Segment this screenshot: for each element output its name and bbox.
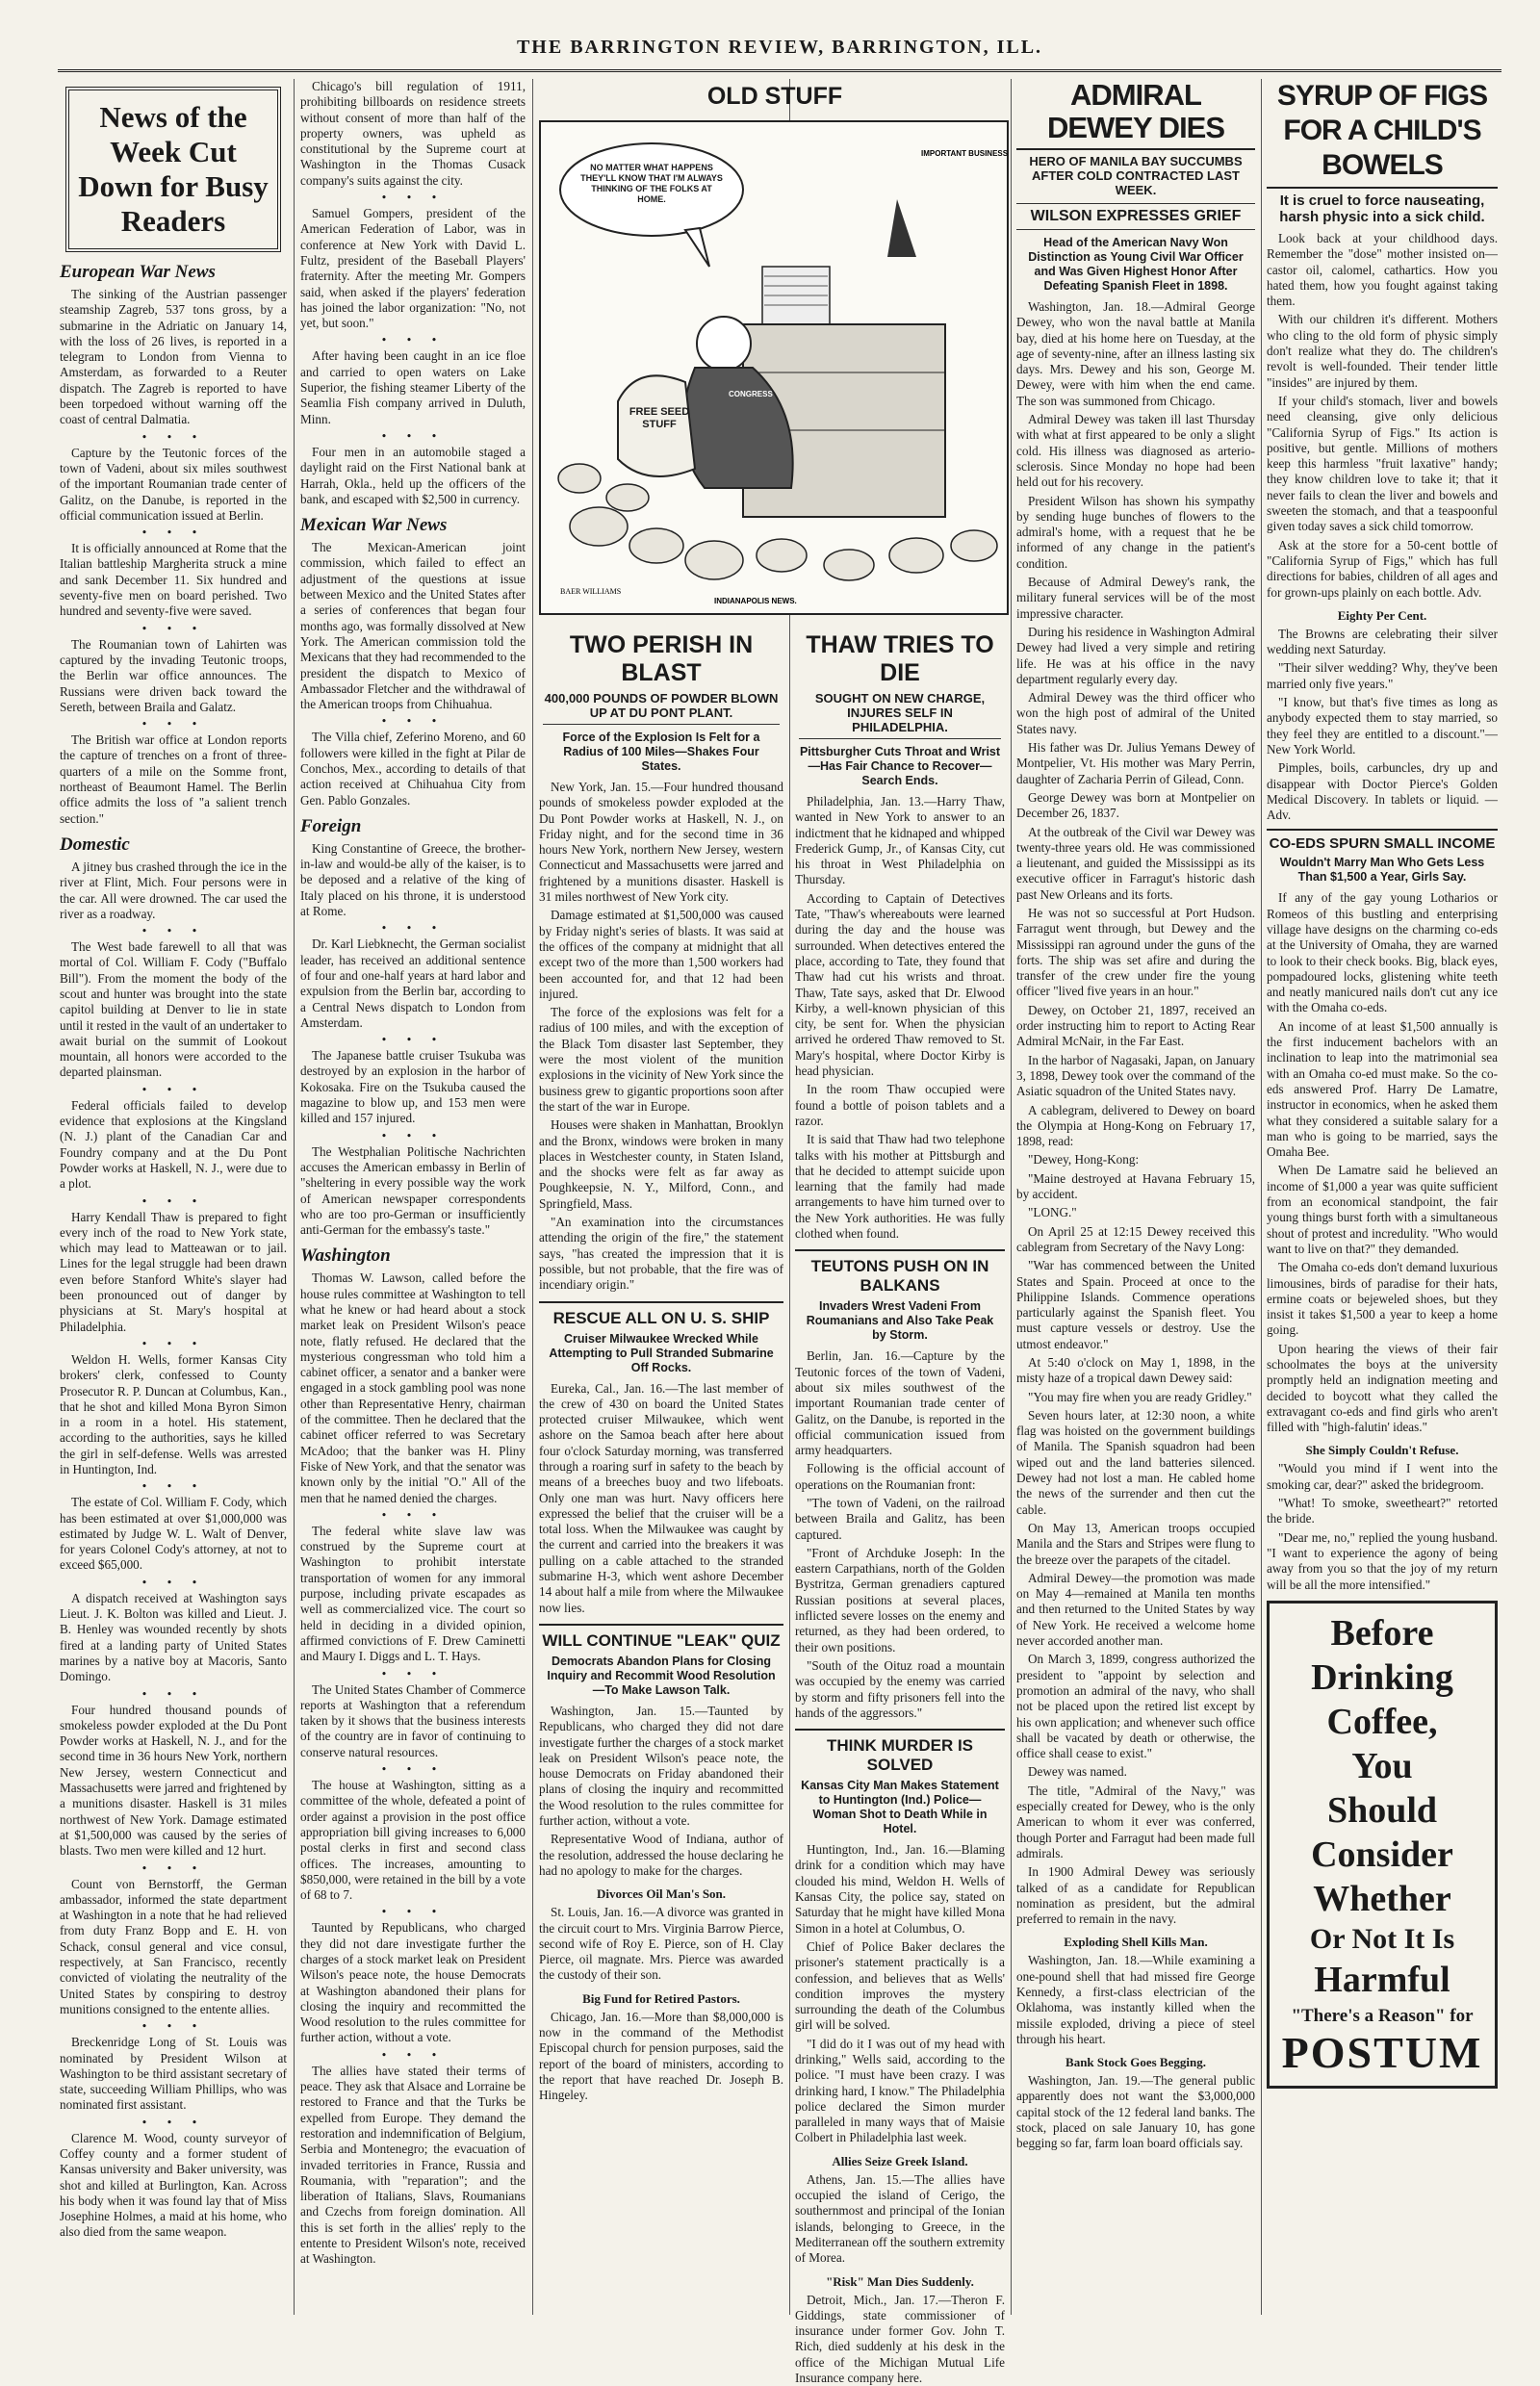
separator-dots: • • • xyxy=(380,429,446,443)
article-paragraph: Chief of Police Baker declares the prisoner's statement practically is a confession, and believes that as Wells' condition improves the mystery surrounding the death of the Columbus girl will be solved. xyxy=(795,1938,1005,2033)
separator-dots: • • • xyxy=(141,925,206,938)
article-paragraph: Harry Kendall Thaw is prepared to fight every inch of the road to New York state, which may lead to Matteawan or to jail. Lines for the legal struggle had been drawn even before Stanford White's slayer had been pronounced out of danger by physicians at St. Mary's hospital at Philadelphia. xyxy=(60,1209,287,1334)
minor-headline: Divorces Oil Man's Son. xyxy=(596,1886,727,1902)
article-paragraph: Count von Bernstorff, the German ambassador, informed the state department at Washington in a note that he had relieved from duty Franz Bopp and E. H. von Schack, consul general and vice consul, respectively, at San Francisco, recently convicted of violating the neutrality of the United States by conspiring to destroy munitions consigned to the entente allies. xyxy=(60,1876,287,2016)
subheadline: Pittsburgher Cuts Throat and Wrist—Has Fair Chance to Recover—Search Ends. xyxy=(799,745,1001,787)
article-paragraph: Admiral Dewey was taken ill last Thursday with what at first appeared to be only a slight cold. His illness was diagnosed as arterio-sclerosis. Since Monday no hope had been held out for his recovery. xyxy=(1016,412,1255,490)
article-paragraph: If any of the gay young Lotharios or Romeos of this bustling and enterprising village have designs on the charming co-eds at the University of Omaha, they are warned to look to their check books. Big, black eyes, pompadoured locks, glistening white teeth and neatly manicured nails don't cut any ice with the Omaha co-eds. xyxy=(1267,890,1498,1015)
minor-headline: Eighty Per Cent. xyxy=(1337,607,1427,623)
article-paragraph: Houses were shaken in Manhattan, Brooklyn and the Bronx, windows were broken in many places in Westchester county, in Staten Island, and the shocks were felt as far away as Poughkeepsie, N. Y., Milford, Conn., and Springfield, Mass. xyxy=(539,1117,783,1211)
article-paragraph: Representative Wood of Indiana, author of the resolution, addressed the house declaring he had no apology to make for the charges. xyxy=(539,1832,783,1878)
article-paragraph: New York, Jan. 15.—Four hundred thousand pounds of smokeless powder exploded at the Du Pont Powder works at Haskell, N. J., on Friday night, and for the second time in 36 hours New York, northern New Jersey, western Connecticut and Massachusetts were jarred and frightened by a munitions disaster. Haskell is 31 miles northwest of New York city. xyxy=(539,780,783,905)
article-paragraph: It is officially announced at Rome that the Italian battleship Margherita struck a mine and sank December 11. Six hundred and seventy-five men on board perished. Two hundred and seventy-five were saved. xyxy=(60,541,287,619)
article-paragraph: President Wilson has shown his sympathy by sending huge bunches of flowers to the admiral's home, with a request that he be informed of any change in the patient's condition. xyxy=(1016,493,1255,571)
article-paragraph: Philadelphia, Jan. 13.—Harry Thaw, wanted in New York to answer to an indictment that he kidnaped and whipped Frederick Gump, Jr., of Kansas City, cut his throat in West Philadelphia on Thursday. xyxy=(795,794,1005,887)
headline: RESCUE ALL ON U. S. SHIP xyxy=(539,1301,783,1328)
separator-dots: • • • xyxy=(141,1861,206,1875)
column-rule xyxy=(1011,79,1012,2315)
article-paragraph: At the outbreak of the Civil war Dewey was twenty-three years old. He was commissioned a lieutenant, and guided the Mississippi as its executive officer in Farragut's historic dash past New Orleans and its forts. xyxy=(1016,824,1255,902)
article-paragraph: The sinking of the Austrian passenger steamship Zagreb, 537 tons gross, by a submarine in the Adriatic on January 14, with the loss of 26 lives, is reported in a telegram to London from Vienna to Amsterdam, as forwarded to a Reuter dispatch. The Zagreb is reported to have been torpedoed without warning off the coast of central Dalmatia. xyxy=(60,287,287,427)
article-paragraph: "The town of Vadeni, on the railroad between Braila and Galitz, has been captured. xyxy=(795,1495,1005,1542)
congressman-head xyxy=(697,317,751,371)
article-paragraph: Damage estimated at $1,500,000 was caused by Friday night's series of blasts. It was said at the offices of the company at midnight that all except two of the more than 1,500 workers had been accounted for, and that 12 had been injured. xyxy=(539,908,783,1001)
masthead xyxy=(58,29,1502,72)
separator-dots: • • • xyxy=(380,2048,446,2062)
article-paragraph: Weldon H. Wells, former Kansas City brokers' clerk, confessed to County Prosecutor R. P. Duncan at Columbus, Kan., that he shot and killed Mona Byron Simon in a room in a hotel. His statement, according to the authorities, says he killed the girl in self-defense. Wells was arrested in Huntington, Ind. xyxy=(60,1351,287,1476)
article-paragraph: "Dear me, no," replied the young husband. "I want to experience the agony of being away from you so that the joy of my return will be all the more intensified." xyxy=(1267,1529,1498,1592)
article-paragraph: Ask at the store for a 50-cent bottle of "California Syrup of Figs," which has full directions for babies, children of all ages and for grown-ups plainly on each bottle. Adv. xyxy=(1267,537,1498,600)
article-paragraph: It is said that Thaw had two telephone talks with his mother at Pittsburgh and that he decided to attempt suicide upon learning that the family had made arrangements to have him turned over to the New York authorities. He was fully clothed when found. xyxy=(795,1132,1005,1242)
ad-headline: SYRUP OF FIGS FOR A CHILD'S BOWELS xyxy=(1267,79,1498,189)
article-paragraph: Eureka, Cal., Jan. 16.—The last member of the crew of 430 on board the United States protected cruiser Milwaukee, which went ashore on the Samoa beach after here about four o'clock Saturday morning, was transferred through a roaring surf in safety to the beach by means of a breeches buoy and two lifeboats. Only one man was hurt. Navy officers here expressed the belief that the cruiser will be a total loss. When the Milwaukee was caught by the current and carried into the breakers it was pulling on a cable attached to the stranded submarine H-3, which went ashore December 14 about half a mile from where the Milwaukee now lies. xyxy=(539,1380,783,1615)
article-paragraph: Detroit, Mich., Jan. 17.—Theron F. Giddings, state commissioner of insurance under former Gov. John T. Rich, died suddenly at his desk in the office of the Michigan Mutual Life Insurance company here. xyxy=(795,2292,1005,2386)
article-paragraph: The Browns are celebrating their silver wedding next Saturday. xyxy=(1267,626,1498,657)
separator-dots: • • • xyxy=(380,192,446,205)
important-business-label: IMPORTANT BUSINESS xyxy=(921,149,1009,158)
section-heading: European War News xyxy=(60,262,216,282)
article-paragraph: Federal officials failed to develop evidence that explosions at the Kingsland (N. J.) plant of the Canadian Car and Foundry company and at the Du Pont Powder works at Haskell, N. J., were due to a plot. xyxy=(60,1097,287,1192)
article-paragraph: Dr. Karl Liebknecht, the German socialist leader, has received an additional sentence of four and one-half years at hard labor and expulsion from the Berlin bar, according to a Central News dispatch to London from Amsterdam. xyxy=(300,936,526,1030)
article-paragraph: Washington, Jan. 15.—Taunted by Republicans, who charged they did not dare investigate further the charges of a stock market leak on President Wilson's peace note, the house Democrats on Friday abandoned their plans of closing the inquiry and recommitted the Wood resolution to the rules committee for further action, without a vote. xyxy=(539,1703,783,1829)
separator-dots: • • • xyxy=(380,1763,446,1777)
article-paragraph: When De Lamatre said he believed an income of $1,000 a year was quite sufficient from an economical standpoint, the fair young things burst forth with a simultaneous shout of protest and incredulity. "Who would want to live on that?" they demanded. xyxy=(1267,1163,1498,1256)
article-paragraph: If your child's stomach, liver and bowels need cleansing, give only delicious "California Syrup of Figs." Its action is positive, but gentle. Millions of mothers keep this harmless "fruit laxative" handy; they know children love to take it; that it never fails to clean the liver and bowels and sweeten the stomach, and that a teaspoonful given today saves a sick child tomorrow. xyxy=(1267,393,1498,534)
article-paragraph: Capture by the Teutonic forces of the town of Vadeni, about six miles southwest of the important Roumanian trade center of Galitz, on the Danube, is reported in the official communication issued at Berlin. xyxy=(60,445,287,523)
article-paragraph: "I did do it I was out of my head with drinking," Wells said, according to the police. "I must have been crazy. I was drinking hard, I know." The Philadelphia police declared the Simon murder paralleled in many ways that of Maisie Colbert in Philadelphia last week. xyxy=(795,2036,1005,2145)
article-paragraph: "South of the Oituz road a mountain was occupied by the enemy was carried by storm and fifty prisoners fell into the hands of the aggressors." xyxy=(795,1657,1005,1720)
speech-bubble-text: NO MATTER WHAT HAPPENS THEY'LL KNOW THAT I'M ALWAYS THINKING OF THE FOLKS AT HOME. xyxy=(580,163,723,204)
article-paragraph: Berlin, Jan. 16.—Capture by the Teutonic forces of the town of Vadeni, about six miles southwest of the important Roumanian trade center of Galitz, on the Danube, is reported in the official communication issued from army headquarters. xyxy=(795,1348,1005,1458)
postum-ad-tagline: "There's a Reason" for xyxy=(1291,2005,1474,2026)
separator-dots: • • • xyxy=(141,1194,206,1208)
article-paragraph: St. Louis, Jan. 16.—A divorce was granted in the circuit court to Mrs. Virginia Barrow Pierce, second wife of Roy E. Pierce, son of H. Clay Pierce, oil magnate. Mrs. Pierce was awarded the custody of their son. xyxy=(539,1905,783,1983)
cartoonist-signature: BAER WILLIAMS xyxy=(560,587,622,596)
minor-headline: Bank Stock Goes Begging. xyxy=(1065,2055,1206,2070)
article-paragraph: Samuel Gompers, president of the American Federation of Labor, was in conference at New York with David L. Fultz, president of the Baseball Players' fraternity. After the meeting Mr. Gompers said, when asked if the players' federation has joined the labor organization: "No, not yet, but soon." xyxy=(300,206,526,331)
separator-dots: • • • xyxy=(141,622,206,635)
separator-dots: • • • xyxy=(380,715,446,729)
postum-brand: POSTUM xyxy=(1281,2027,1483,2077)
postum-ad xyxy=(1267,1601,1498,2089)
editorial-cartoon xyxy=(539,120,1009,615)
news-of-week-box: News of the Week Cut Down for Busy Readers xyxy=(65,87,281,252)
article-paragraph: George Dewey was born at Montpelier on December 26, 1837. xyxy=(1016,789,1255,821)
subheadline: Invaders Wrest Vadeni From Roumanians and Also Take Peak by Storm. xyxy=(806,1299,994,1343)
article-paragraph: Chicago, Jan. 16.—More than $8,000,000 is now in the command of the Methodist Episcopal church for pension purposes, said the report of the board of ministers, according to the report that have reached Dr. Joseph B. Hingeley. xyxy=(539,2009,783,2103)
headline: THINK MURDER IS SOLVED xyxy=(795,1729,1005,1775)
cartoon-title-area xyxy=(539,79,1011,117)
article-paragraph: The force of the explosions was felt for a radius of 100 miles, and with the exception of the Black Tom disaster last September, they were the most violent of the munition explosions in the vicinity of New York since the business grew to gigantic proportions soon after the start of the war in Europe. xyxy=(539,1005,783,1114)
article-paragraph: "Their silver wedding? Why, they've been married only five years." xyxy=(1267,660,1498,691)
separator-dots: • • • xyxy=(141,430,206,444)
article-paragraph: In the harbor of Nagasaki, Japan, on January 3, 1898, Dewey took over the command of the Asiatic squadron of the United States navy. xyxy=(1016,1052,1255,1099)
headline: THAW TRIES TO DIE xyxy=(806,631,994,686)
article-paragraph: During his residence in Washington Admiral Dewey had lived a very simple and retiring life. He was at his office in the navy department regularly every day. xyxy=(1016,624,1255,686)
article-paragraph: Breckenridge Long of St. Louis was nominated by President Wilson at Washington to be third assistant secretary of state, succeeding William Phillips, who was nominated first assistant. xyxy=(60,2035,287,2113)
minor-headline: Big Fund for Retired Pastors. xyxy=(582,1990,740,2006)
separator-dots: • • • xyxy=(380,1034,446,1047)
article-paragraph: Following is the official account of operations on the Roumanian front: xyxy=(795,1461,1005,1492)
ad-subhead: It is cruel to force nauseating, harsh physic into a sick child. xyxy=(1279,192,1485,225)
headline: ADMIRAL DEWEY DIES xyxy=(1016,79,1255,150)
article-paragraph: The house at Washington, sitting as a committee of the whole, defeated a point of order against a provision in the post office appropriation bill giving increases to 6,000 postal clerks in first and second class offices. The increases, amounting to $850,000, were retained in the bill by a vote of 68 to 7. xyxy=(300,1778,526,1903)
article-paragraph: An income of at least $1,500 annually is the first inducement bachelors with an inclination to leap into the matrimonial sea with an Omaha co-ed must make. So the co-eds answered Prof. Harry De Lamatre, instructor in economics, when he asked them what they considered a suitable salary for a man who is going to be married, says the Omaha Bee. xyxy=(1267,1018,1498,1160)
article-paragraph: Athens, Jan. 15.—The allies have occupied the island of Cerigo, the southernmost and principal of the Ionian islands, belonging to Greece, in the Mediterranean off the southern extremity of Morea. xyxy=(795,2171,1005,2266)
subheadline: Cruiser Milwaukee Wrecked While Attempting to Pull Stranded Submarine Off Rocks. xyxy=(549,1331,774,1374)
column-ads xyxy=(1267,79,1498,2315)
headline: TEUTONS PUSH ON IN BALKANS xyxy=(795,1249,1005,1296)
headline: WILL CONTINUE "LEAK" QUIZ xyxy=(539,1624,783,1651)
notice-paragraph: Pimples, boils, carbuncles, dry up and disappear with Doctor Pierce's Golden Medical Discovery. In tablets or liquid. —Adv. xyxy=(1267,760,1498,823)
minor-headline: Allies Seize Greek Island. xyxy=(832,2153,968,2168)
article-paragraph: At 5:40 o'clock on May 1, 1898, in the misty haze of a tropical dawn Dewey said: xyxy=(1016,1355,1255,1386)
subheadline: Head of the American Navy Won Distinction as Young Civil War Officer and Was Given Highest Honor After Defeating Spanish Fleet in 1898. xyxy=(1028,236,1244,293)
section-heading: Foreign xyxy=(300,815,362,836)
minor-headline: Exploding Shell Kills Man. xyxy=(1064,1935,1208,1950)
column-rule xyxy=(1261,79,1262,2315)
article-paragraph: Look back at your childhood days. Remember the "dose" mother insisted on—castor oil, calomel, cathartics. How you hated them, how you fought against taking them. xyxy=(1267,231,1498,309)
column-thaw-teutons xyxy=(795,626,1005,2386)
article-paragraph: After having been caught in an ice floe and carried to open waters on Lake Superior, the fishing steamer Liberty of the Seamlia Fish company arrived in Duluth, Minn. xyxy=(300,348,526,426)
column-rule xyxy=(294,79,295,2315)
minor-headline: She Simply Couldn't Refuse. xyxy=(1305,1443,1459,1458)
article-paragraph: Upon hearing the views of their fair schoolmates the boys at the university promptly held an indignation meeting and decided to boycott what they called the extravagant co-eds and find girls who aren't filled with "high-falutin' ideas." xyxy=(1267,1341,1498,1435)
separator-dots: • • • xyxy=(380,1906,446,1919)
article-paragraph: The allies have stated their terms of peace. They ask that Alsace and Lorraine be restored to France and that the Turks be expelled from Europe. They demand the restoration and indemnification of Belgium, Serbia and Montenegro; the evacuation of invaded territories in France, Russia and Roumania, with "reparation"; and the liberation of Italians, Slavs, Roumanians and Czechs from foreign domination. All this is set forth in the allies' reply to the entente to President Wilson's note, received at Washington. xyxy=(300,2063,526,2267)
section-heading: Domestic xyxy=(60,834,130,855)
cartoon-title: OLD STUFF xyxy=(706,83,843,110)
deck: WILSON EXPRESSES GRIEF xyxy=(1016,203,1255,230)
article-paragraph: "I know, but that's five times as long as anybody expected them to stay married, so they feel they are entitled to a discount."—New York World. xyxy=(1267,695,1498,757)
headline: CO-EDS SPURN SMALL INCOME xyxy=(1267,829,1498,852)
separator-dots: • • • xyxy=(141,1687,206,1701)
headline: TWO PERISH IN BLAST xyxy=(569,631,754,686)
separator-dots: • • • xyxy=(141,1480,206,1494)
separator-dots: • • • xyxy=(380,1129,446,1142)
article-paragraph: Washington, Jan. 18.—Admiral George Dewey, who won the naval battle at Manila bay, died at his home here on Tuesday, at the age of seventy-nine, after an illness lasting six days. Mrs. Dewey and his son, George M. Dewey, were with him when the end came. The son was summoned from Chicago. xyxy=(1016,299,1255,408)
postum-ad-line: Before xyxy=(1330,1612,1434,1654)
sack-label: FREE SEED STUFF xyxy=(629,406,690,430)
article-paragraph: The Roumanian town of Lahirten was captured by the invading Teutonic troops, the Berlin war office announces. The Russians were driven back toward the Sereth, between Braila and Galatz. xyxy=(60,636,287,714)
article-paragraph: On April 25 at 12:15 Dewey received this cablegram from Secretary of the Navy Long: xyxy=(1016,1223,1255,1254)
separator-dots: • • • xyxy=(380,922,446,936)
subheadline: Force of the Explosion Is Felt for a Radius of 100 Miles—Shakes Four States. xyxy=(562,731,760,773)
article-paragraph: The United States Chamber of Commerce reports at Washington that a referendum taken by it shows that the business interests of the country are in favor of continuing to conserve natural resources. xyxy=(300,1681,526,1759)
article-paragraph: Admiral Dewey was the third officer who won the high post of admiral of the United States navy. xyxy=(1016,690,1255,736)
article-paragraph: With our children it's different. Mothers who cling to the old form of physic simply don't realize what they do. The children's revolt is well-founded. Their tender little "insides" are injured by them. xyxy=(1267,312,1498,390)
article-paragraph: Seven hours later, at 12:30 noon, a white flag was hoisted on the government buildings of Manila. The Spanish squadron had been wiped out and the land batteries silenced. Dewey had not lost a man. He cabled home the news of the surrender and then cut the cable. xyxy=(1016,1407,1255,1517)
separator-dots: • • • xyxy=(380,1508,446,1522)
article-paragraph: The title, "Admiral of the Navy," was especially created for Dewey, who is the only American to whom it ever was conferred, though Porter and Farragut had been made full admirals. xyxy=(1016,1783,1255,1860)
article-paragraph: His father was Dr. Julius Yemans Dewey of Montpelier, Vt. His mother was Mary Perrin, daughter of Zacharia Perrin of Gilead, Conn. xyxy=(1016,740,1255,786)
separator-dots: • • • xyxy=(141,2116,206,2129)
article-paragraph: The Japanese battle cruiser Tsukuba was destroyed by an explosion in the harbor of Kokosaka. Fire on the Tsukuba caused the magazine to blow up, and 153 men were killed and 157 injured. xyxy=(300,1048,526,1126)
article-paragraph: Thomas W. Lawson, called before the house rules committee at Washington to tell what he knew or had heard about a stock market leak on President Wilson's peace note, flatly refused. He declared that the mysterious congressman who told him a cabinet officer, a senator and a banker were engaged in a stock gambling pool was none other than Representative Henry, chairman of the committee. Then he declared that the cabinet officer referred to was Secretary McAdoo; that the banker was H. Pliny Fiske of New York, and that the senator was known only by the initial "O." All of the men that he named denied the charges. xyxy=(300,1270,526,1505)
candlestick-phone-icon xyxy=(887,199,916,257)
article-paragraph: Chicago's bill regulation of 1911, prohibiting billboards on residence streets without consent of more than half of the property owners, was upheld as constitutional by the Supreme court at Washington in the Thomas Cusack company's suits against the city. xyxy=(300,79,526,188)
deck: HERO OF MANILA BAY SUCCUMBS AFTER COLD CONTRACTED LAST WEEK. xyxy=(1029,154,1243,197)
subheadline: Wouldn't Marry Man Who Gets Less Than $1,500 a Year, Girls Say. xyxy=(1279,856,1485,885)
article-paragraph: "Dewey, Hong-Kong: xyxy=(1028,1152,1140,1167)
article-paragraph: "Front of Archduke Joseph: In the eastern Carpathians, north of the Golden Bystritza, German grenadiers captured Russian positions at several places, inflicted severe losses on the enemy and returned, as they had been ordered, to their own positions. xyxy=(795,1545,1005,1655)
column-news-continued xyxy=(300,79,526,2315)
column-blast-rescue xyxy=(539,626,783,2315)
speech-bubble-tail xyxy=(685,228,709,267)
article-paragraph: A dispatch received at Washington says Lieut. J. K. Bolton was killed and Lieut. J. B. Henley was wounded recently by shots fired at a landing party of United States marines by a native boy at Macoris, Santo Domingo. xyxy=(60,1590,287,1684)
article-paragraph: A cablegram, delivered to Dewey on board the Olympia at Hong-Kong on February 17, 1898, read: xyxy=(1016,1102,1255,1149)
section-heading: Mexican War News xyxy=(300,515,448,536)
article-paragraph: "What! To smoke, sweetheart?" retorted the bride. xyxy=(1267,1496,1498,1527)
article-paragraph: "War has commenced between the United States and Spain. Proceed at once to the Philippine Islands. Commence operations particularly against the Spanish fleet. You must capture vessels or destroy. Use the utmost endeavor." xyxy=(1016,1258,1255,1351)
article-paragraph: On March 3, 1899, congress authorized the president to "appoint by selection and promotion an admiral of the navy, who shall not be placed upon the retired list except by his own application; and whenever such office shall be vacated by death or otherwise, the office shall cease to exist." xyxy=(1016,1652,1255,1761)
separator-dots: • • • xyxy=(141,1337,206,1350)
postum-ad-line: You xyxy=(1351,1745,1413,1786)
article-paragraph: Taunted by Republicans, who charged they did not dare investigate further the charges of a stock market leak on President Wilson's peace note, the house Democrats at Washington abandoned their plans for closing the inquiry and recommitted the Wood resolution to the rules committee for further action, without a vote. xyxy=(300,1920,526,2045)
article-paragraph: Clarence M. Wood, county surveyor of Coffey county and a former student of Kansas university and Baker university, was shot and killed at Burlington, Kan. Across his body when it was found lay that of Miss Josephine Holmes, a maid at his home, who also died from the same weapon. xyxy=(60,2130,287,2240)
subheadline: Democrats Abandon Plans for Closing Inquiry and Recommit Wood Resolution—To Make Lawson Talk. xyxy=(547,1654,776,1697)
postum-ad-line: Whether xyxy=(1313,1878,1451,1919)
article-paragraph: The federal white slave law was construed by the Supreme court at Washington to prohibit interstate transportation of women for any immoral purpose, including private escapades as well as commercialized vice. The court so held in deciding in a divided opinion, affirmed convictions of F. Drew Caminetti and Maury I. Diggs and L. T. Hays. xyxy=(300,1523,526,1664)
article-paragraph: In 1900 Admiral Dewey was seriously talked of as a candidate for Republican nomination as president, but the admiral preferred to remain in the navy. xyxy=(1016,1864,1255,1927)
article-paragraph: He was not so successful at Port Hudson. Farragut went through, but Dewey and the Mississippi ran aground under the guns of the forts. The ship was set afire and during the transfer of the crew under fire the young officer "lived five years in an hour." xyxy=(1016,905,1255,999)
article-paragraph: "An examination into the circumstances attending the origin of the fire," the statement says, "has created the impression that it is possible, but not probable, that the fire was of incendiary origin." xyxy=(539,1215,783,1293)
article-paragraph: "Maine destroyed at Havana February 15, by accident. xyxy=(1016,1170,1255,1202)
column-rule xyxy=(532,79,533,2315)
deck: SOUGHT ON NEW CHARGE, INJURES SELF IN PHILADELPHIA. xyxy=(799,691,1001,739)
article-paragraph: Dewey was named. xyxy=(1028,1764,1127,1780)
postum-ad-line: Harmful xyxy=(1314,1959,1450,2000)
column-dewey xyxy=(1016,79,1255,2315)
article-paragraph: On May 13, American troops occupied Manila and the Stars and Stripes were flung to the breeze over the parapets of the citadel. xyxy=(1016,1520,1255,1567)
congress-label: CONGRESS xyxy=(729,390,773,398)
separator-dots: • • • xyxy=(141,2020,206,2034)
separator-dots: • • • xyxy=(141,1083,206,1096)
article-paragraph: The estate of Col. William F. Cody, which has been estimated at over $1,000,000 was estimated by Judge W. L. Walt of Denver, for years Colonel Cody's attorney, at not to exceed $65,000. xyxy=(60,1495,287,1573)
cartoon-drawing xyxy=(541,122,1007,613)
article-paragraph: Admiral Dewey—the promotion was made on May 4—remained at Manila ten months and then returned to the United States by way of New York. He received a welcome home never accorded another man. xyxy=(1016,1570,1255,1649)
article-paragraph: "LONG." xyxy=(1028,1205,1077,1220)
article-paragraph: In the room Thaw occupied were found a bottle of poison tablets and a razor. xyxy=(795,1082,1005,1128)
article-paragraph: The Mexican-American joint commission, which failed to effect an adjustment of the questions at issue between Mexico and the United States after a series of conferences that began four months ago, was formally dissolved at New York. The American commission told the Mexicans that they had recommended to the president the dispatch to Mexico of Ambassador Fletcher and the withdrawal of the American troops from Chihuahua. xyxy=(300,540,526,712)
separator-dots: • • • xyxy=(141,526,206,540)
deck: 400,000 POUNDS OF POWDER BLOWN UP AT DU PONT PLANT. xyxy=(543,691,780,725)
postum-ad-line: Should xyxy=(1326,1789,1438,1831)
article-paragraph: The Omaha co-eds don't demand luxurious limousines, birds of paradise for their hats, ermine coats or bejeweled shoes, but they insist it takes $1,500 a year to keep a home going. xyxy=(1267,1260,1498,1338)
masthead-title: THE BARRINGTON REVIEW, BARRINGTON, ILL. xyxy=(516,37,1043,58)
postum-ad-line: Or Not It Is xyxy=(1309,1922,1455,1955)
article-paragraph: Four hundred thousand pounds of smokeless powder exploded at the Du Pont Powder works at Haskell, N. J., and for the second time in 36 hours New York, northern New Jersey, western Connecticut and Massachusetts were jarred and frightened by a munitions disaster. Haskell is 31 miles northwest of New York. Damage estimated at $1,500,000 was caused by the series of blasts. Two men were killed and 12 hurt. xyxy=(60,1702,287,1859)
postum-ad-line: Coffee, xyxy=(1326,1701,1438,1742)
separator-dots: • • • xyxy=(141,1576,206,1589)
minor-headline: "Risk" Man Dies Suddenly. xyxy=(826,2273,974,2289)
article-paragraph: Washington, Jan. 19.—The general public apparently does not want the $3,000,000 capital stock of the 12 federal land banks. The stock, placed on sale January 10, has gone begging so far, farm loan board officials say. xyxy=(1016,2073,1255,2151)
postum-ad-line: Consider xyxy=(1311,1834,1453,1875)
article-paragraph: "Would you mind if I went into the smoking car, dear?" asked the bridegroom. xyxy=(1267,1461,1498,1492)
separator-dots: • • • xyxy=(380,334,446,347)
postum-ad-line: Drinking xyxy=(1311,1656,1453,1698)
article-paragraph: The British war office at London reports the capture of trenches on a front of three-quarters of a mile on the Somme front, northeast of Beaumont Hamel. The Berlin office admits the loss of "a salient trench section." xyxy=(60,732,287,826)
article-paragraph: According to Captain of Detectives Tate, "Thaw's whereabouts were learned during the day and the house was surrounded. When detectives entered the place, according to Tate, they found that Thaw had cut his wrists and throat. Thaw, Tate says, asked that Dr. Elwood Kirby, a well-known physician of this city, be sent for. When the physician arrived he ordered Thaw removed to St. Mary's hospital, where Doctor Kirby is head physician. xyxy=(795,890,1005,1079)
article-paragraph: Because of Admiral Dewey's rank, the military funeral services will be of the most impressive character. xyxy=(1016,575,1255,621)
article-paragraph: A jitney bus crashed through the ice in the river at Flint, Mich. Four persons were in the car. All were drowned. The car used the river as a roadway. xyxy=(60,859,287,921)
article-paragraph: King Constantine of Greece, the brother-in-law and would-be ally of the kaiser, is to be deposed and a relative of the king of Italy placed on his throne, it is understood at Rome. xyxy=(300,840,526,919)
article-paragraph: Four men in an automobile staged a daylight raid on the First National bank at Harrah, Okla., held up the officers of the bank, and escaped with $2,500 in currency. xyxy=(300,444,526,506)
subheadline: Kansas City Man Makes Statement to Huntington (Ind.) Police—Woman Shot to Death While in Hotel. xyxy=(801,1779,999,1836)
article-paragraph: The Villa chief, Zeferino Moreno, and 60 followers were killed in the fight at Pilar de Conchos, Mex., according to details of that action received at Chihuahua City from Gen. Pablo Gonzales. xyxy=(300,730,526,808)
cartoon-credit: INDIANAPOLIS NEWS. xyxy=(714,597,797,605)
article-paragraph: The West bade farewell to all that was mortal of Col. William F. Cody ("Buffalo Bill"). From the moment the body of the scout and hunter was brought into the state capitol building at Denver to lie in state until it rested in the vault of an undertaker to await burial on the summit of Lookout mountain, all honors were accorded to the departed plainsman. xyxy=(60,939,287,1080)
article-paragraph: Huntington, Ind., Jan. 16.—Blaming drink for a condition which may have clouded his mind, Weldon H. Wells of Kansas City, the police say, stated on Saturday that he might have killed Mona Simon in a hotel at Columbus, O. xyxy=(795,1842,1005,1936)
article-paragraph: Washington, Jan. 18.—While examining a one-pound shell that had missed fire George Kennedy, a first-class electrician of the Oklahoma, was instantly killed when the missile exploded, driving a piece of steel through his heart. xyxy=(1016,1953,1255,2046)
separator-dots: • • • xyxy=(141,718,206,731)
separator-dots: • • • xyxy=(380,1667,446,1680)
article-paragraph: The Westphalian Politische Nachrichten accuses the American embassy in Berlin of "sheltering in every possible way the work of American newspaper correspondents who are too pro-German or insufficiently anti-German for the embassy's taste." xyxy=(300,1143,526,1238)
column-news-of-week xyxy=(60,79,287,2315)
article-paragraph: Dewey, on October 21, 1897, received an order instructing him to report to Acting Rear Admiral McNair, in the Far East. xyxy=(1016,1002,1255,1049)
section-heading: Washington xyxy=(300,1245,391,1267)
article-paragraph: "You may fire when you are ready Gridley." xyxy=(1028,1389,1252,1404)
